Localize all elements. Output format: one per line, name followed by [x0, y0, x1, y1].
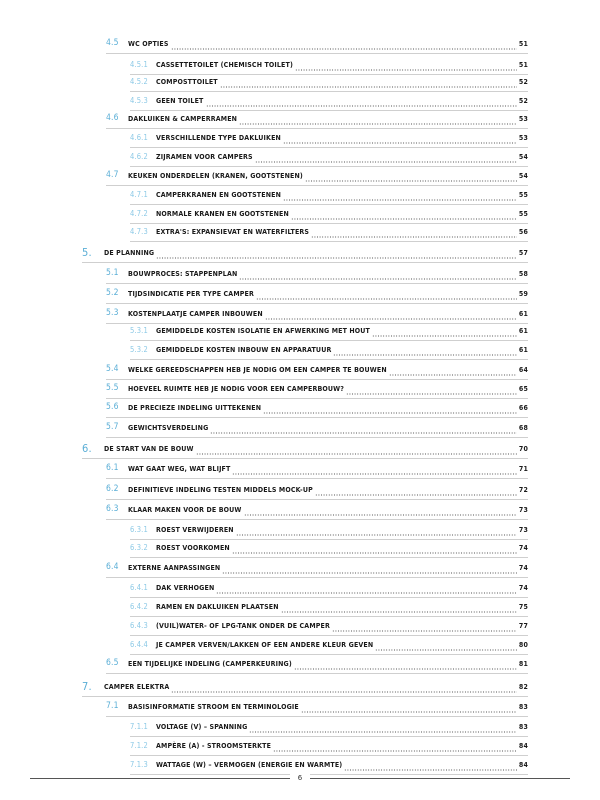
toc-entry-title: WELKE GEREEDSCHAPPEN HEB JE NODIG OM EEN CAMPER TE BOUWEN — [128, 366, 387, 374]
toc-entry[interactable] — [0, 366, 600, 380]
toc-row-divider — [130, 91, 528, 92]
toc-entry-page: 74 — [518, 584, 528, 592]
toc-row-divider — [130, 539, 528, 540]
toc-entry-number: 5.3.2 — [130, 345, 148, 354]
toc-entry-title: EEN TIJDELIJKE INDELING (CAMPERKEURING) — [128, 660, 292, 668]
toc-entry[interactable] — [0, 210, 600, 224]
toc-entry-title: VOLTAGE (V) – SPANNING — [156, 723, 248, 731]
toc-entry-title: BOUWPROCES: STAPPENPLAN — [128, 270, 238, 278]
toc-entry-page: 70 — [518, 445, 528, 453]
footer-page-number: 6 — [290, 774, 310, 782]
toc-leader-dots — [346, 393, 517, 395]
toc-leader-dots — [263, 412, 517, 414]
toc-entry[interactable] — [0, 115, 600, 129]
toc-entry-page: 66 — [518, 404, 528, 412]
toc-leader-dots — [171, 48, 517, 50]
toc-entry-number: 5.3.1 — [130, 326, 148, 335]
toc-entry-number: 6. — [82, 442, 92, 455]
toc-entry-number: 6.3.1 — [130, 525, 148, 534]
toc-leader-dots — [283, 142, 517, 144]
toc-entry-number: 4.7.2 — [130, 209, 148, 218]
toc-entry[interactable] — [0, 761, 600, 775]
toc-entry[interactable] — [0, 486, 600, 500]
toc-leader-dots — [301, 711, 517, 713]
toc-leader-dots — [294, 668, 517, 670]
toc-leader-dots — [305, 180, 517, 182]
toc-entry-number: 5.5 — [106, 383, 119, 393]
toc-row-divider — [106, 716, 528, 717]
toc-row-divider — [130, 74, 528, 75]
toc-entry-number: 5.6 — [106, 402, 119, 412]
toc-entry-title: ROEST VOORKOMEN — [156, 544, 230, 552]
toc-entry[interactable] — [0, 742, 600, 756]
toc-leader-dots — [156, 257, 517, 259]
toc-entry-title: KEUKEN ONDERDELEN (KRANEN, GOOTSTENEN) — [128, 172, 303, 180]
toc-entry-title: TIJDSINDICATIE PER TYPE CAMPER — [128, 290, 254, 298]
toc-entry[interactable] — [0, 40, 600, 54]
toc-entry[interactable] — [0, 442, 600, 459]
toc-entry[interactable] — [0, 172, 600, 186]
toc-row-divider — [130, 597, 528, 598]
toc-entry-number: 6.4.2 — [130, 602, 148, 611]
toc-leader-dots — [265, 318, 517, 320]
toc-entry-page: 61 — [518, 327, 528, 335]
toc-entry[interactable] — [0, 703, 600, 717]
toc-entry-title: HOEVEEL RUIMTE HEB JE NODIG VOOR EEN CAMPERBOUW? — [128, 385, 345, 393]
toc-entry-page: 77 — [518, 622, 528, 630]
toc-leader-dots — [273, 750, 517, 752]
toc-row-divider — [106, 499, 528, 500]
toc-row-divider — [106, 53, 528, 54]
toc-leader-dots — [295, 69, 517, 71]
toc-leader-dots — [232, 552, 517, 554]
toc-entry-title: COMPOSTTOILET — [156, 78, 218, 86]
toc-leader-dots — [389, 374, 517, 376]
toc-entry-title: NORMALE KRANEN EN GOOTSTENEN — [156, 210, 289, 218]
toc-entry-number: 4.5.3 — [130, 96, 148, 105]
toc-entry-title: AMPÈRE (A) - STROOMSTERKTE — [156, 742, 272, 750]
toc-leader-dots — [372, 335, 517, 337]
toc-row-divider — [130, 340, 528, 341]
toc-leader-dots — [311, 236, 517, 238]
toc-leader-dots — [333, 354, 517, 356]
toc-entry-page: 58 — [518, 270, 528, 278]
toc-entry[interactable] — [0, 424, 600, 438]
toc-leader-dots — [283, 199, 517, 201]
toc-entry-number: 5.2 — [106, 288, 119, 298]
toc-entry-title: DAKLUIKEN & CAMPERRAMEN — [128, 115, 238, 123]
toc-entry-number: 7.1.2 — [130, 741, 148, 750]
toc-entry-title: GEMIDDELDE KOSTEN INBOUW EN APPARATUUR — [156, 346, 332, 354]
toc-row-divider — [82, 696, 528, 697]
toc-leader-dots — [256, 298, 517, 300]
toc-entry-page: 64 — [518, 366, 528, 374]
toc-leader-dots — [375, 649, 517, 651]
toc-entry[interactable] — [0, 506, 600, 520]
toc-entry-title: VERSCHILLENDE TYPE DAKLUIKEN — [156, 134, 281, 142]
toc-entry-title: DE START VAN DE BOUW — [104, 445, 194, 453]
toc-leader-dots — [196, 453, 517, 455]
toc-entry-number: 6.4.3 — [130, 621, 148, 630]
toc-entry-title: GEEN TOILET — [156, 97, 204, 105]
toc-entry-page: 53 — [518, 134, 528, 142]
toc-entry-page: 54 — [518, 153, 528, 161]
toc-leader-dots — [255, 161, 517, 163]
toc-entry-title: ROEST VERWIJDEREN — [156, 526, 234, 534]
toc-entry-page: 51 — [518, 40, 528, 48]
toc-leader-dots — [236, 534, 517, 536]
toc-entry-page: 71 — [518, 465, 528, 473]
toc-entry-page: 82 — [518, 683, 528, 691]
toc-row-divider — [130, 166, 528, 167]
toc-leader-dots — [239, 123, 517, 125]
toc-row-divider — [130, 359, 528, 360]
toc-entry-page: 80 — [518, 641, 528, 649]
toc-entry-number: 6.1 — [106, 463, 119, 473]
toc-entry-page: 55 — [518, 210, 528, 218]
toc-entry-number: 5.4 — [106, 364, 119, 374]
toc-row-divider — [82, 262, 528, 263]
toc-entry-title: DE PLANNING — [104, 249, 155, 257]
toc-entry-number: 4.7.1 — [130, 190, 148, 199]
toc-row-divider — [106, 398, 528, 399]
toc-leader-dots — [239, 278, 517, 280]
toc-entry-page: 83 — [518, 703, 528, 711]
toc-entry-page: 52 — [518, 78, 528, 86]
toc-leader-dots — [210, 432, 517, 434]
toc-entry-page: 84 — [518, 742, 528, 750]
toc-entry-title: WATTAGE (W) – VERMOGEN (ENERGIE EN WARMTE) — [156, 761, 343, 769]
toc-entry-page: 68 — [518, 424, 528, 432]
toc-row-divider — [130, 241, 528, 242]
toc-row-divider — [106, 673, 528, 674]
toc-row-divider — [106, 283, 528, 284]
toc-entry-number: 5.3 — [106, 308, 119, 318]
toc-row-divider — [106, 519, 528, 520]
toc-entry-page: 52 — [518, 97, 528, 105]
toc-entry-page: 74 — [518, 564, 528, 572]
toc-leader-dots — [206, 105, 517, 107]
toc-row-divider — [106, 185, 528, 186]
toc-entry-number: 4.7.3 — [130, 227, 148, 236]
toc-entry[interactable] — [0, 228, 600, 242]
toc-entry[interactable] — [0, 153, 600, 167]
toc-entry-page: 74 — [518, 544, 528, 552]
toc-entry-title: KOSTENPLAATJE CAMPER INBOUWEN — [128, 310, 263, 318]
toc-entry-title: (VUIL)WATER- OF LPG-TANK ONDER DE CAMPER — [156, 622, 330, 630]
toc-entry[interactable] — [0, 544, 600, 558]
toc-entry-page: 51 — [518, 61, 528, 69]
toc-entry-title: GEMIDDELDE KOSTEN ISOLATIE EN AFWERKING MET HOUT — [156, 327, 370, 335]
toc-entry-title: BASISINFORMATIE STROOM EN TERMINOLOGIE — [128, 703, 299, 711]
toc-entry-page: 54 — [518, 172, 528, 180]
toc-entry-page: 75 — [518, 603, 528, 611]
toc-entry-number: 4.5 — [106, 38, 119, 48]
toc-entry-number: 4.6 — [106, 113, 119, 123]
toc-entry-title: CASSETTETOILET (CHEMISCH TOILET) — [156, 61, 293, 69]
toc-leader-dots — [222, 572, 517, 574]
toc-entry[interactable] — [0, 641, 600, 655]
toc-entry-page: 53 — [518, 115, 528, 123]
toc-entry-title: RAMEN EN DAKLUIKEN PLAATSEN — [156, 603, 279, 611]
toc-entry-title: CAMPERKRANEN EN GOOTSTENEN — [156, 191, 281, 199]
toc-row-divider — [106, 379, 528, 380]
toc-entry[interactable] — [0, 564, 600, 578]
toc-entry[interactable] — [0, 680, 600, 697]
toc-entry-page: 72 — [518, 486, 528, 494]
toc-entry-page: 84 — [518, 761, 528, 769]
toc-entry-number: 4.5.2 — [130, 77, 148, 86]
toc-leader-dots — [171, 691, 517, 693]
toc-entry-page: 81 — [518, 660, 528, 668]
toc-entry-page: 55 — [518, 191, 528, 199]
toc-entry-number: 4.7 — [106, 170, 119, 180]
toc-entry-number: 6.3.2 — [130, 543, 148, 552]
toc-entry-title: GEWICHTSVERDELING — [128, 424, 209, 432]
toc-leader-dots — [244, 514, 517, 516]
toc-entry-page: 56 — [518, 228, 528, 236]
toc-leader-dots — [232, 473, 517, 475]
toc-entry-title: DEFINITIEVE INDELING TESTEN MIDDELS MOCK-UP — [128, 486, 313, 494]
toc-entry[interactable] — [0, 584, 600, 598]
toc-entry-number: 4.5.1 — [130, 60, 148, 69]
toc-entry[interactable] — [0, 404, 600, 418]
toc-entry-title: WAT GAAT WEG, WAT BLIJFT — [128, 465, 231, 473]
toc-row-divider — [106, 417, 528, 418]
toc-row-divider — [130, 774, 528, 775]
toc-entry[interactable] — [0, 465, 600, 479]
toc-entry[interactable] — [0, 723, 600, 737]
toc-entry[interactable] — [0, 327, 600, 341]
toc-row-divider — [82, 458, 528, 459]
toc-entry-number: 4.6.1 — [130, 133, 148, 142]
toc-entry-title: ZIJRAMEN VOOR CAMPERS — [156, 153, 253, 161]
toc-row-divider — [130, 110, 528, 111]
toc-entry-number: 5. — [82, 246, 92, 259]
toc-row-divider — [130, 147, 528, 148]
toc-row-divider — [106, 437, 528, 438]
toc-leader-dots — [291, 218, 517, 220]
toc-entry-title: EXTRA'S: EXPANSIEVAT EN WATERFILTERS — [156, 228, 310, 236]
toc-row-divider — [106, 303, 528, 304]
toc-row-divider — [106, 577, 528, 578]
toc-entry[interactable] — [0, 603, 600, 617]
toc-row-divider — [130, 654, 528, 655]
toc-entry-page: 57 — [518, 249, 528, 257]
toc-entry-number: 7.1.1 — [130, 722, 148, 731]
toc-row-divider — [130, 223, 528, 224]
toc-entry-title: KLAAR MAKEN VOOR DE BOUW — [128, 506, 242, 514]
toc-row-divider — [130, 616, 528, 617]
toc-entry-number: 6.3 — [106, 504, 119, 514]
toc-row-divider — [130, 635, 528, 636]
toc-entry-number: 6.5 — [106, 658, 119, 668]
toc-leader-dots — [249, 731, 517, 733]
toc-entry-page: 83 — [518, 723, 528, 731]
toc-entry[interactable] — [0, 385, 600, 399]
toc-entry-page: 59 — [518, 290, 528, 298]
toc-entry-title: DAK VERHOGEN — [156, 584, 215, 592]
toc-entry-number: 7. — [82, 680, 92, 693]
toc-entry-number: 4.6.2 — [130, 152, 148, 161]
toc-entry[interactable] — [0, 290, 600, 304]
toc-row-divider — [130, 736, 528, 737]
toc-entry[interactable] — [0, 61, 600, 75]
toc-entry[interactable] — [0, 660, 600, 674]
toc-entry-title: DE PRECIEZE INDELING UITTEKENEN — [128, 404, 262, 412]
toc-leader-dots — [315, 494, 517, 496]
toc-entry[interactable] — [0, 246, 600, 263]
toc-entry[interactable] — [0, 78, 600, 92]
toc-entry-page: 65 — [518, 385, 528, 393]
toc-leader-dots — [281, 611, 517, 613]
toc-entry[interactable] — [0, 526, 600, 540]
toc-entry[interactable] — [0, 310, 600, 324]
toc-entry-title: CAMPER ELEKTRA — [104, 683, 170, 691]
toc-row-divider — [106, 323, 528, 324]
toc-leader-dots — [220, 86, 517, 88]
toc-leader-dots — [216, 592, 517, 594]
toc-entry-number: 6.4 — [106, 562, 119, 572]
toc-entry-title: JE CAMPER VERVEN/LAKKEN OF EEN ANDERE KLEUR GEVEN — [156, 641, 374, 649]
toc-entry-page: 73 — [518, 526, 528, 534]
toc-entry-number: 6.4.4 — [130, 640, 148, 649]
toc-entry-page: 61 — [518, 346, 528, 354]
toc-entry-number: 5.1 — [106, 268, 119, 278]
toc-entry-number: 6.2 — [106, 484, 119, 494]
toc-row-divider — [130, 204, 528, 205]
toc-entry[interactable] — [0, 191, 600, 205]
toc-entry[interactable] — [0, 346, 600, 360]
toc-entry-number: 7.1 — [106, 701, 119, 711]
toc-row-divider — [130, 755, 528, 756]
toc-row-divider — [106, 478, 528, 479]
toc-entry-title: WC OPTIES — [128, 40, 169, 48]
toc-entry[interactable] — [0, 97, 600, 111]
toc-entry-page: 61 — [518, 310, 528, 318]
toc-row-divider — [130, 557, 528, 558]
toc-entry-number: 6.4.1 — [130, 583, 148, 592]
toc-entry-number: 7.1.3 — [130, 760, 148, 769]
toc-row-divider — [106, 128, 528, 129]
toc-entry[interactable] — [0, 622, 600, 636]
toc-entry[interactable] — [0, 270, 600, 284]
toc-leader-dots — [344, 769, 517, 771]
toc-entry[interactable] — [0, 134, 600, 148]
toc-leader-dots — [332, 630, 517, 632]
toc-entry-title: EXTERNE AANPASSINGEN — [128, 564, 221, 572]
toc-entry-number: 5.7 — [106, 422, 119, 432]
toc-entry-page: 73 — [518, 506, 528, 514]
